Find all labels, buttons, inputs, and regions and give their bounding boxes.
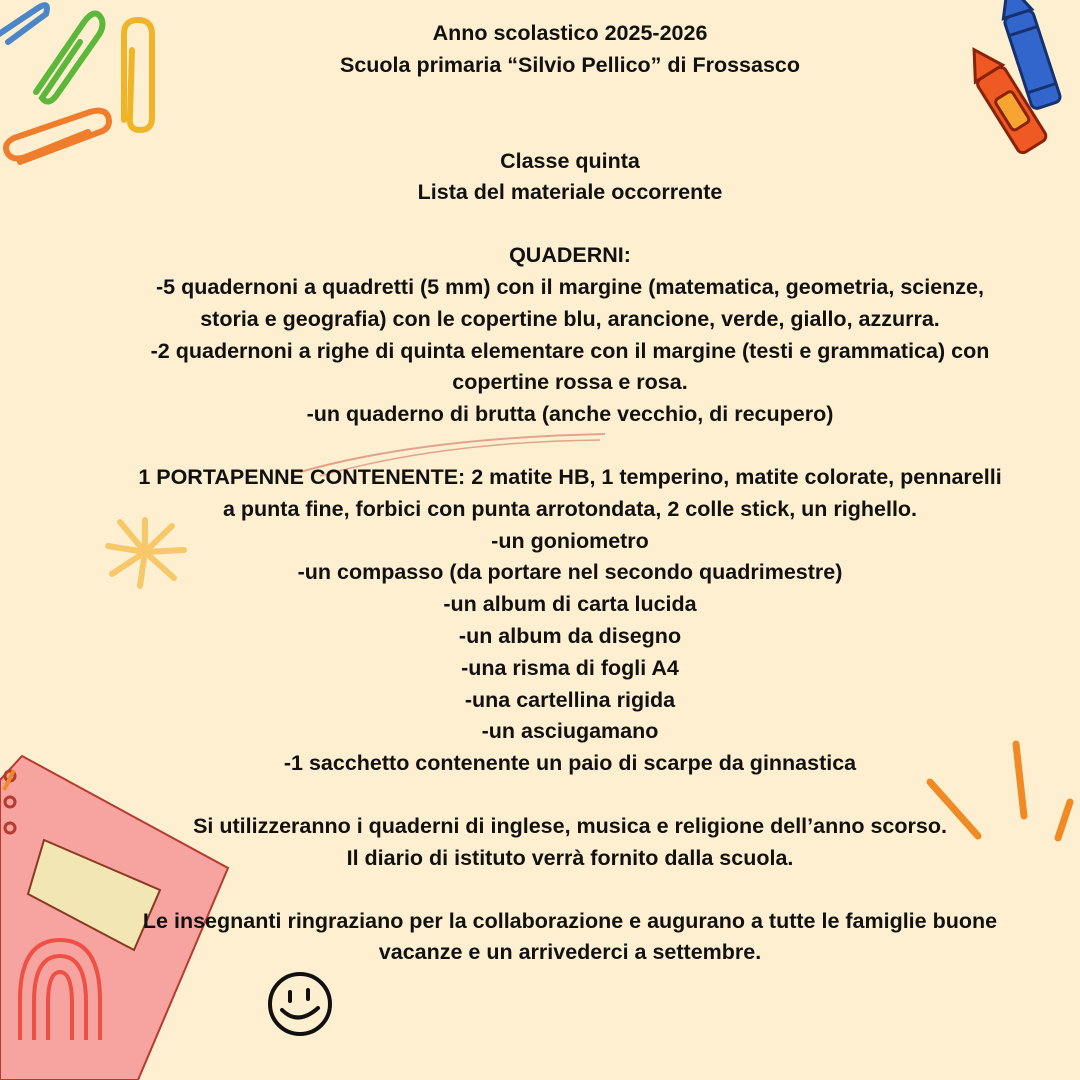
paperclip-blue-icon [0,5,47,42]
list-item: -una risma di fogli A4 [461,655,679,680]
list-item: -un album di carta lucida [443,592,697,617]
material-list-document [90,18,1050,969]
quaderni-section [90,240,1050,431]
list-item: -un goniometro [491,528,649,553]
list-item: -un asciugamano [481,719,659,744]
smiley-face-icon [264,968,338,1040]
header-section [90,18,1050,82]
title-section [90,146,1050,210]
closing-line: vacanze e un arrivederci a settembre. [378,940,762,965]
notes-section [90,811,1050,875]
note-line: Il diario di istituto verrà fornito dalla scuola. [346,845,794,870]
list-item: -un album da disegno [458,623,682,648]
list-item: -2 quadernoni a righe di quinta elementare con il margine (testi e grammatica) con [150,338,990,363]
list-item: -una cartellina rigida [464,687,676,712]
list-subtitle: Lista del materiale occorrente [417,180,723,205]
quaderni-heading: QUADERNI: [509,243,631,268]
note-line: Si utilizzeranno i quaderni di inglese, musica e religione dell’anno scorso. [193,813,947,838]
school-name: Scuola primaria “Silvio Pellico” di Frossasco [339,52,801,77]
list-item: storia e geografia) con le copertine blu, arancione, verde, giallo, azzurra. [200,306,940,331]
class-title: Classe quinta [500,148,640,173]
list-item: copertine rossa e rosa. [452,370,688,395]
list-item: a punta fine, forbici con punta arrotondata, 2 colle stick, un righello. [222,496,918,521]
closing-section [90,906,1050,970]
list-item: -un quaderno di brutta (anche vecchio, di recupero) [306,402,834,427]
closing-line: Le insegnanti ringraziano per la collaborazione e augurano a tutte le famiglie buone [142,908,998,933]
list-item: 1 PORTAPENNE CONTENENTE: 2 matite HB, 1 temperino, matite colorate, pennarelli [138,464,1002,489]
school-year: Anno scolastico 2025-2026 [432,21,708,45]
list-item: -5 quadernoni a quadretti (5 mm) con il margine (matematica, geometria, scienze, [156,274,984,299]
materiale-section [90,462,1050,780]
list-item: -1 sacchetto contenente un paio di scarpe da ginnastica [283,751,857,776]
list-item: -un compasso (da portare nel secondo quadrimestre) [297,560,843,585]
